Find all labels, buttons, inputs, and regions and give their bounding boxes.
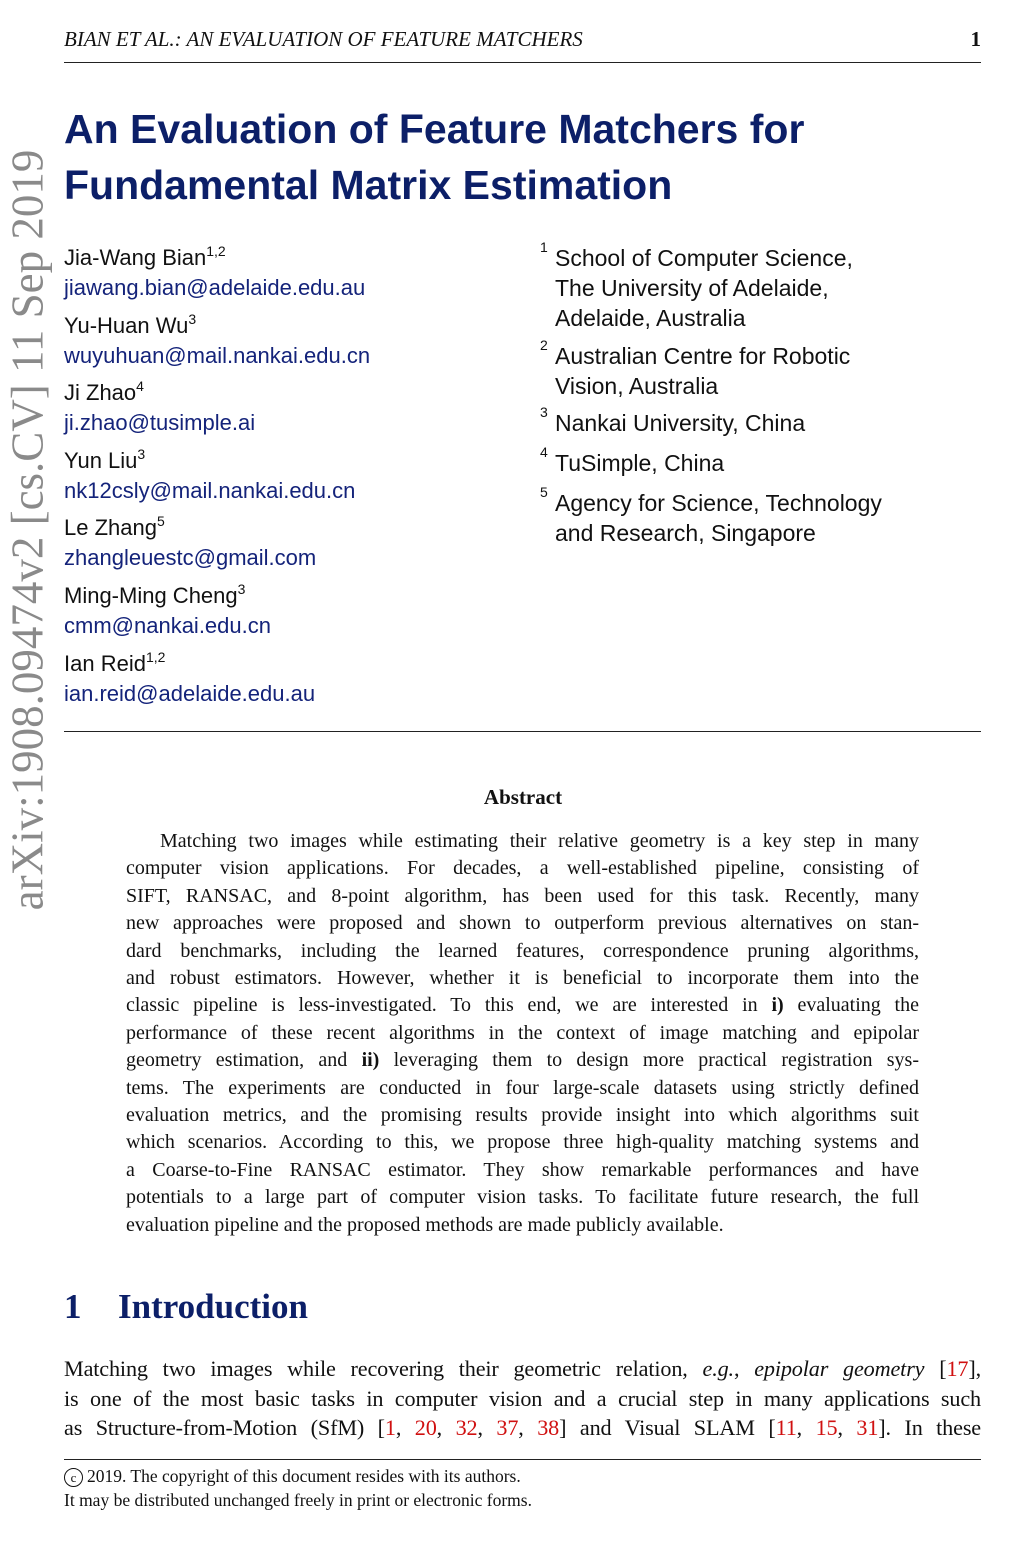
- author-email-link[interactable]: wuyuhuan@mail.nankai.edu.cn: [64, 342, 371, 368]
- affiliation-entry: 5 Agency for Science, Technology and Research, Singapore: [540, 484, 882, 546]
- text-line: [126, 1020, 919, 1047]
- author-affiliation-marker: 1,2: [206, 243, 226, 259]
- text-segment: a Coarse-to-Fine RANSAC estimator. They show remarkable performances and have: [126, 1158, 919, 1181]
- author-entry: [64, 581, 271, 641]
- affiliation-entry: 3 Nankai University, China: [540, 404, 806, 436]
- text-segment: SIFT, RANSAC, and 8-point algorithm, has been used for this task. Recently, many: [126, 884, 919, 907]
- text-segment: computer vision applications. For decades, a well-established pipeline, consisting of: [126, 857, 919, 880]
- bold-text: i): [771, 994, 784, 1017]
- text-line: [64, 1384, 981, 1414]
- text-segment: evaluation pipeline and the proposed methods are made publicly available.: [126, 1213, 724, 1236]
- text-segment: as Structure-from-Motion (SfM) [: [64, 1415, 385, 1441]
- text-segment: which scenarios. According to this, we propose three high-quality matching systems and: [126, 1131, 919, 1154]
- copyright-footnote: [64, 1464, 532, 1512]
- citation-link[interactable]: 17: [946, 1356, 969, 1381]
- affiliation-line: Agency for Science, Technology: [555, 490, 882, 516]
- text-segment: classic pipeline is less-investigated. To this end, we are interested in: [126, 994, 772, 1017]
- author-name: [64, 311, 370, 341]
- arxiv-stamp: arXiv:1908.09474v2 [cs.CV] 11 Sep 2019: [2, 149, 53, 911]
- text-segment: ,: [395, 1415, 415, 1441]
- affiliation-line: and Research, Singapore: [555, 520, 816, 546]
- title-line: An Evaluation of Feature Matchers for: [64, 106, 805, 152]
- author-email-link[interactable]: ji.zhao@tusimple.ai: [64, 410, 256, 436]
- text-line: [126, 883, 919, 910]
- citation-link[interactable]: 38: [537, 1415, 560, 1441]
- page-number: 1: [970, 27, 981, 51]
- text-segment: Matching two images while estimating their relative geometry is a key step in many: [160, 830, 919, 852]
- author-email-link[interactable]: cmm@nankai.edu.cn: [64, 613, 271, 638]
- text-segment: evaluating the: [783, 994, 919, 1017]
- text-segment: tems. The experiments are conducted in four large-scale datasets using strictly defined: [126, 1076, 919, 1099]
- abstract-body: [126, 828, 919, 1239]
- affiliation-line: The University of Adelaide,: [555, 275, 829, 301]
- author-name-text: Le Zhang: [64, 515, 157, 541]
- text-segment: ,: [837, 1415, 857, 1441]
- author-name-text: Yu-Huan Wu: [64, 312, 189, 338]
- affiliation-line: TuSimple, China: [555, 450, 725, 476]
- author-entry: [64, 378, 255, 438]
- paper-title: [64, 101, 804, 213]
- bold-text: ii): [361, 1049, 380, 1072]
- text-segment: evaluation metrics, and the promising results provide insight into which algorithms suit: [126, 1104, 919, 1127]
- text-segment: and robust estimators. However, whether it is beneficial to incorporate them into the: [126, 967, 919, 990]
- running-head: BIAN ET AL.: AN EVALUATION OF FEATURE MATCHERS: [64, 27, 583, 51]
- author-entry: [64, 243, 365, 303]
- abstract-rule: [64, 731, 981, 732]
- author-entry: [64, 446, 355, 506]
- text-line: [126, 828, 919, 855]
- author-email-link[interactable]: jiawang.bian@adelaide.edu.au: [64, 275, 366, 300]
- citation-link[interactable]: 32: [455, 1415, 478, 1441]
- text-segment: ]. In these: [878, 1415, 981, 1441]
- author-affiliation-marker: 5: [156, 513, 165, 530]
- text-segment: new approaches were proposed and shown to outperform previous alternatives on stan-: [126, 912, 919, 935]
- text-segment: geometry estimation, and: [126, 1049, 362, 1072]
- author-name: [64, 581, 271, 611]
- author-name: [64, 243, 365, 273]
- section-heading-introduction: [64, 1287, 308, 1327]
- author-affiliation-marker: 3: [137, 445, 146, 462]
- text-line: [126, 1184, 919, 1211]
- citation-link[interactable]: 11: [775, 1415, 797, 1441]
- author-name-text: Yun Liu: [64, 447, 138, 473]
- author-name: [64, 446, 355, 476]
- text-segment: [: [924, 1356, 947, 1381]
- affiliation-entry: 2 Australian Centre for Robotic Vision, Australia: [540, 337, 851, 399]
- text-segment: ] and Visual SLAM [: [559, 1415, 776, 1441]
- author-entry: [64, 513, 316, 573]
- section-title: Introduction: [118, 1287, 308, 1326]
- affiliation-entry: 1 School of Computer Science, The University of Adelaide, Adelaide, Australia: [540, 239, 853, 331]
- text-segment: ,: [796, 1415, 816, 1441]
- author-entry: [64, 649, 315, 709]
- text-segment: ],: [968, 1356, 981, 1381]
- author-affiliation-marker: 4: [136, 378, 144, 395]
- text-line: [64, 1413, 981, 1443]
- text-line: [126, 910, 919, 937]
- text-line: [126, 855, 919, 882]
- footnote-line: It may be distributed unchanged freely in print or electronic forms.: [64, 1490, 532, 1510]
- text-line: [126, 938, 919, 965]
- author-affiliation-marker: 3: [237, 581, 246, 597]
- text-segment: ,: [477, 1415, 497, 1441]
- author-name: [64, 378, 255, 408]
- italic-text: e.g.: [702, 1356, 734, 1381]
- affiliation-line: School of Computer Science,: [555, 245, 853, 271]
- footnote-rule: [64, 1459, 981, 1460]
- text-line: [126, 1075, 919, 1102]
- text-line: [126, 1047, 919, 1074]
- author-name: [64, 513, 316, 543]
- header-rule: [64, 62, 981, 63]
- text-segment: leveraging them to design more practical registration sys-: [379, 1049, 919, 1072]
- affiliation-line: Nankai University, China: [555, 410, 806, 436]
- affiliation-line: Adelaide, Australia: [555, 305, 746, 331]
- author-email-link[interactable]: zhangleuestc@gmail.com: [64, 545, 317, 571]
- text-line: [126, 1102, 919, 1129]
- italic-text: epipolar geometry: [754, 1356, 925, 1381]
- text-line: [126, 1129, 919, 1156]
- citation-link[interactable]: 1: [384, 1415, 396, 1441]
- affiliation-line: Vision, Australia: [555, 373, 719, 399]
- citation-link[interactable]: 20: [414, 1415, 437, 1441]
- author-email-link[interactable]: nk12csly@mail.nankai.edu.cn: [64, 477, 356, 503]
- text-segment: ,: [733, 1356, 755, 1381]
- text-line: [126, 965, 919, 992]
- affiliation-line: Australian Centre for Robotic: [555, 343, 851, 369]
- abstract-heading: Abstract: [483, 785, 563, 809]
- text-line: [126, 1212, 919, 1239]
- author-name-text: Ming-Ming Cheng: [64, 583, 238, 608]
- section-number: 1: [64, 1287, 82, 1326]
- copyright-icon: c: [64, 1468, 83, 1487]
- text-segment: performance of these recent algorithms in the context of image matching and epipolar: [126, 1021, 919, 1044]
- text-segment: ,: [436, 1415, 456, 1441]
- citation-link[interactable]: 15: [815, 1415, 838, 1441]
- text-segment: is one of the most basic tasks in computer vision and a crucial step in many applications such: [64, 1385, 981, 1411]
- title-line: Fundamental Matrix Estimation: [64, 162, 673, 208]
- citation-link[interactable]: 31: [856, 1415, 879, 1441]
- author-email-link[interactable]: ian.reid@adelaide.edu.au: [64, 680, 316, 706]
- text-line: [64, 1354, 981, 1384]
- author-name-text: Ji Zhao: [64, 380, 137, 406]
- text-segment: potentials to a large part of computer vision tasks. To facilitate future research, the full: [126, 1186, 919, 1209]
- introduction-body: [64, 1354, 981, 1443]
- author-name: [64, 649, 315, 679]
- author-affiliation-marker: 3: [188, 310, 197, 327]
- citation-link[interactable]: 37: [496, 1415, 519, 1441]
- text-segment: Matching two images while recovering their geometric relation,: [64, 1356, 703, 1381]
- author-name-text: Ian Reid: [64, 650, 146, 676]
- author-entry: [64, 311, 370, 371]
- footnote-line: 2019. The copyright of this document resides with its authors.: [87, 1466, 521, 1486]
- affiliation-entry: 4 TuSimple, China: [540, 444, 725, 476]
- author-affiliation-marker: 1,2: [145, 648, 166, 665]
- author-name-text: Jia-Wang Bian: [64, 245, 207, 270]
- text-segment: dard benchmarks, including the learned features, correspondence pruning algorithms,: [126, 939, 919, 962]
- text-line: [126, 1157, 919, 1184]
- text-segment: ,: [518, 1415, 538, 1441]
- text-line: [126, 992, 919, 1019]
